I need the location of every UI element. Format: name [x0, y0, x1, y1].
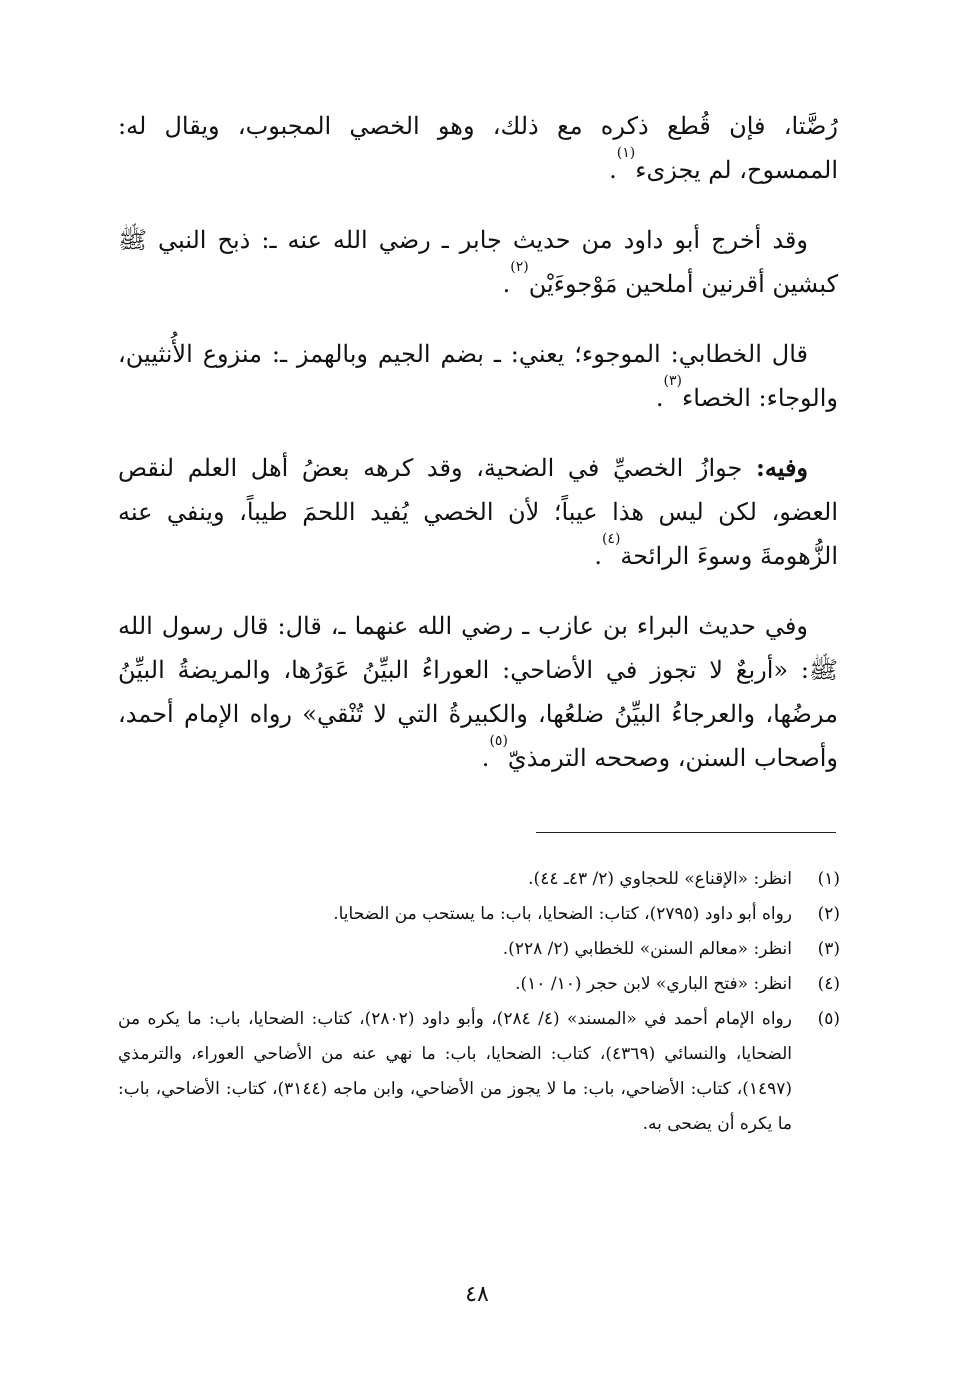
- paragraph-4: [118, 446, 838, 578]
- page-number: ٤٨: [465, 1282, 489, 1307]
- footnote-ref[interactable]: (٤): [601, 531, 621, 547]
- footnote-ref[interactable]: (٥): [489, 733, 508, 749]
- footnote-separator: [536, 832, 836, 833]
- paragraph-1: [118, 104, 838, 192]
- paragraph-3: [118, 332, 838, 420]
- paragraph-5: [118, 604, 838, 780]
- footnote-5: [118, 1002, 840, 1142]
- paragraph-lead: وفيه:: [755, 453, 808, 482]
- footnote-text: رواه أبو داود (٢٧٩٥)، كتاب: الضحايا، باب: ما يستحب من الضحايا.: [333, 904, 792, 924]
- paragraph-text: وفي حديث البراء بن عازب ـ رضي الله عنهما ـ، قال: قال رسول الله ﷺ: «أربعٌ لا تجوز في الأضاحي: العوراءُ البيِّنُ عَوَرُها، والمريضةُ البيِّنُ مرضُها، والعرجاءُ البيِّنُ ضلعُها، والكبيرةُ التي لا تُنْقي» رواه الإمام أحمد، وأصحاب السنن، وصححه الترمذيّ: [118, 612, 838, 772]
- footnote-ref[interactable]: (٣): [663, 373, 682, 389]
- main-text: [118, 104, 838, 806]
- paragraph-text: رُضَّتا، فإن قُطع ذكره مع ذلك، وهو الخصي المجبوب، ويقال له: الممسوح، لم يجزىء: [118, 112, 838, 184]
- paragraph-2: [118, 218, 838, 306]
- paragraph-text: جوازُ الخصيِّ في الضحية، وقد كرهه بعضُ أهل العلم لنقص العضو، لكن ليس هذا عيباً؛ لأن الخصي يُفيد اللحمَ طيباً، وينفي عنه الزُّهومةَ وسوءَ الرائحة: [118, 454, 838, 570]
- footnote-number: (٢): [817, 904, 840, 924]
- footnote-text: رواه الإمام أحمد في «المسند» (٤/ ٢٨٤)، وأبو داود (٢٨٠٢)، كتاب: الضحايا، باب: ما يكره من الضحايا، والنسائي (٤٣٦٩)، كتاب: الضحايا، باب: ما نهي عنه من الأضاحي العوراء، والترمذي (١٤٩٧)، كتاب: الأضاحي، باب: ما لا يجوز من الأضاحي، وابن ماجه (٣١٤٤)، كتاب: الأضاحي، باب: ما يكره أن يضحى به.: [118, 1009, 792, 1134]
- footnote-4: [118, 967, 840, 1002]
- footnote-number: (١): [817, 869, 840, 889]
- footnote-text: انظر: «الإقناع» للحجاوي (٢/ ٤٣ـ ٤٤).: [528, 869, 792, 889]
- footnote-1: [118, 862, 840, 897]
- footnote-number: (٥): [817, 1009, 840, 1029]
- footnote-number: (٤): [817, 974, 840, 994]
- paragraph-end: .: [481, 744, 490, 772]
- footnote-text: انظر: «فتح الباري» لابن حجر (١٠/ ١٠).: [515, 974, 792, 994]
- footnote-3: [118, 932, 840, 967]
- paragraph-end: .: [594, 542, 602, 570]
- footnote-number: (٣): [817, 939, 840, 959]
- paragraph-text: قال الخطابي: الموجوء؛ يعني: ـ بضم الجيم وبالهمز ـ: منزوع الأُنثيين، والوجاء: الخصاء: [118, 340, 838, 412]
- paragraph-end: .: [502, 270, 511, 298]
- footnote-text: انظر: «معالم السنن» للخطابي (٢/ ٢٢٨).: [502, 939, 792, 959]
- paragraph-end: .: [655, 384, 664, 412]
- footnote-2: [118, 897, 840, 932]
- footnote-ref[interactable]: (٢): [510, 259, 529, 275]
- footnotes: [118, 862, 840, 1142]
- paragraph-end: .: [609, 156, 617, 184]
- paragraph-text: وقد أخرج أبو داود من حديث جابر ـ رضي الله عنه ـ: ذبح النبي ﷺ كبشين أقرنين أملحين مَوْجوءَيْن: [118, 226, 838, 298]
- footnote-ref[interactable]: (١): [616, 145, 636, 161]
